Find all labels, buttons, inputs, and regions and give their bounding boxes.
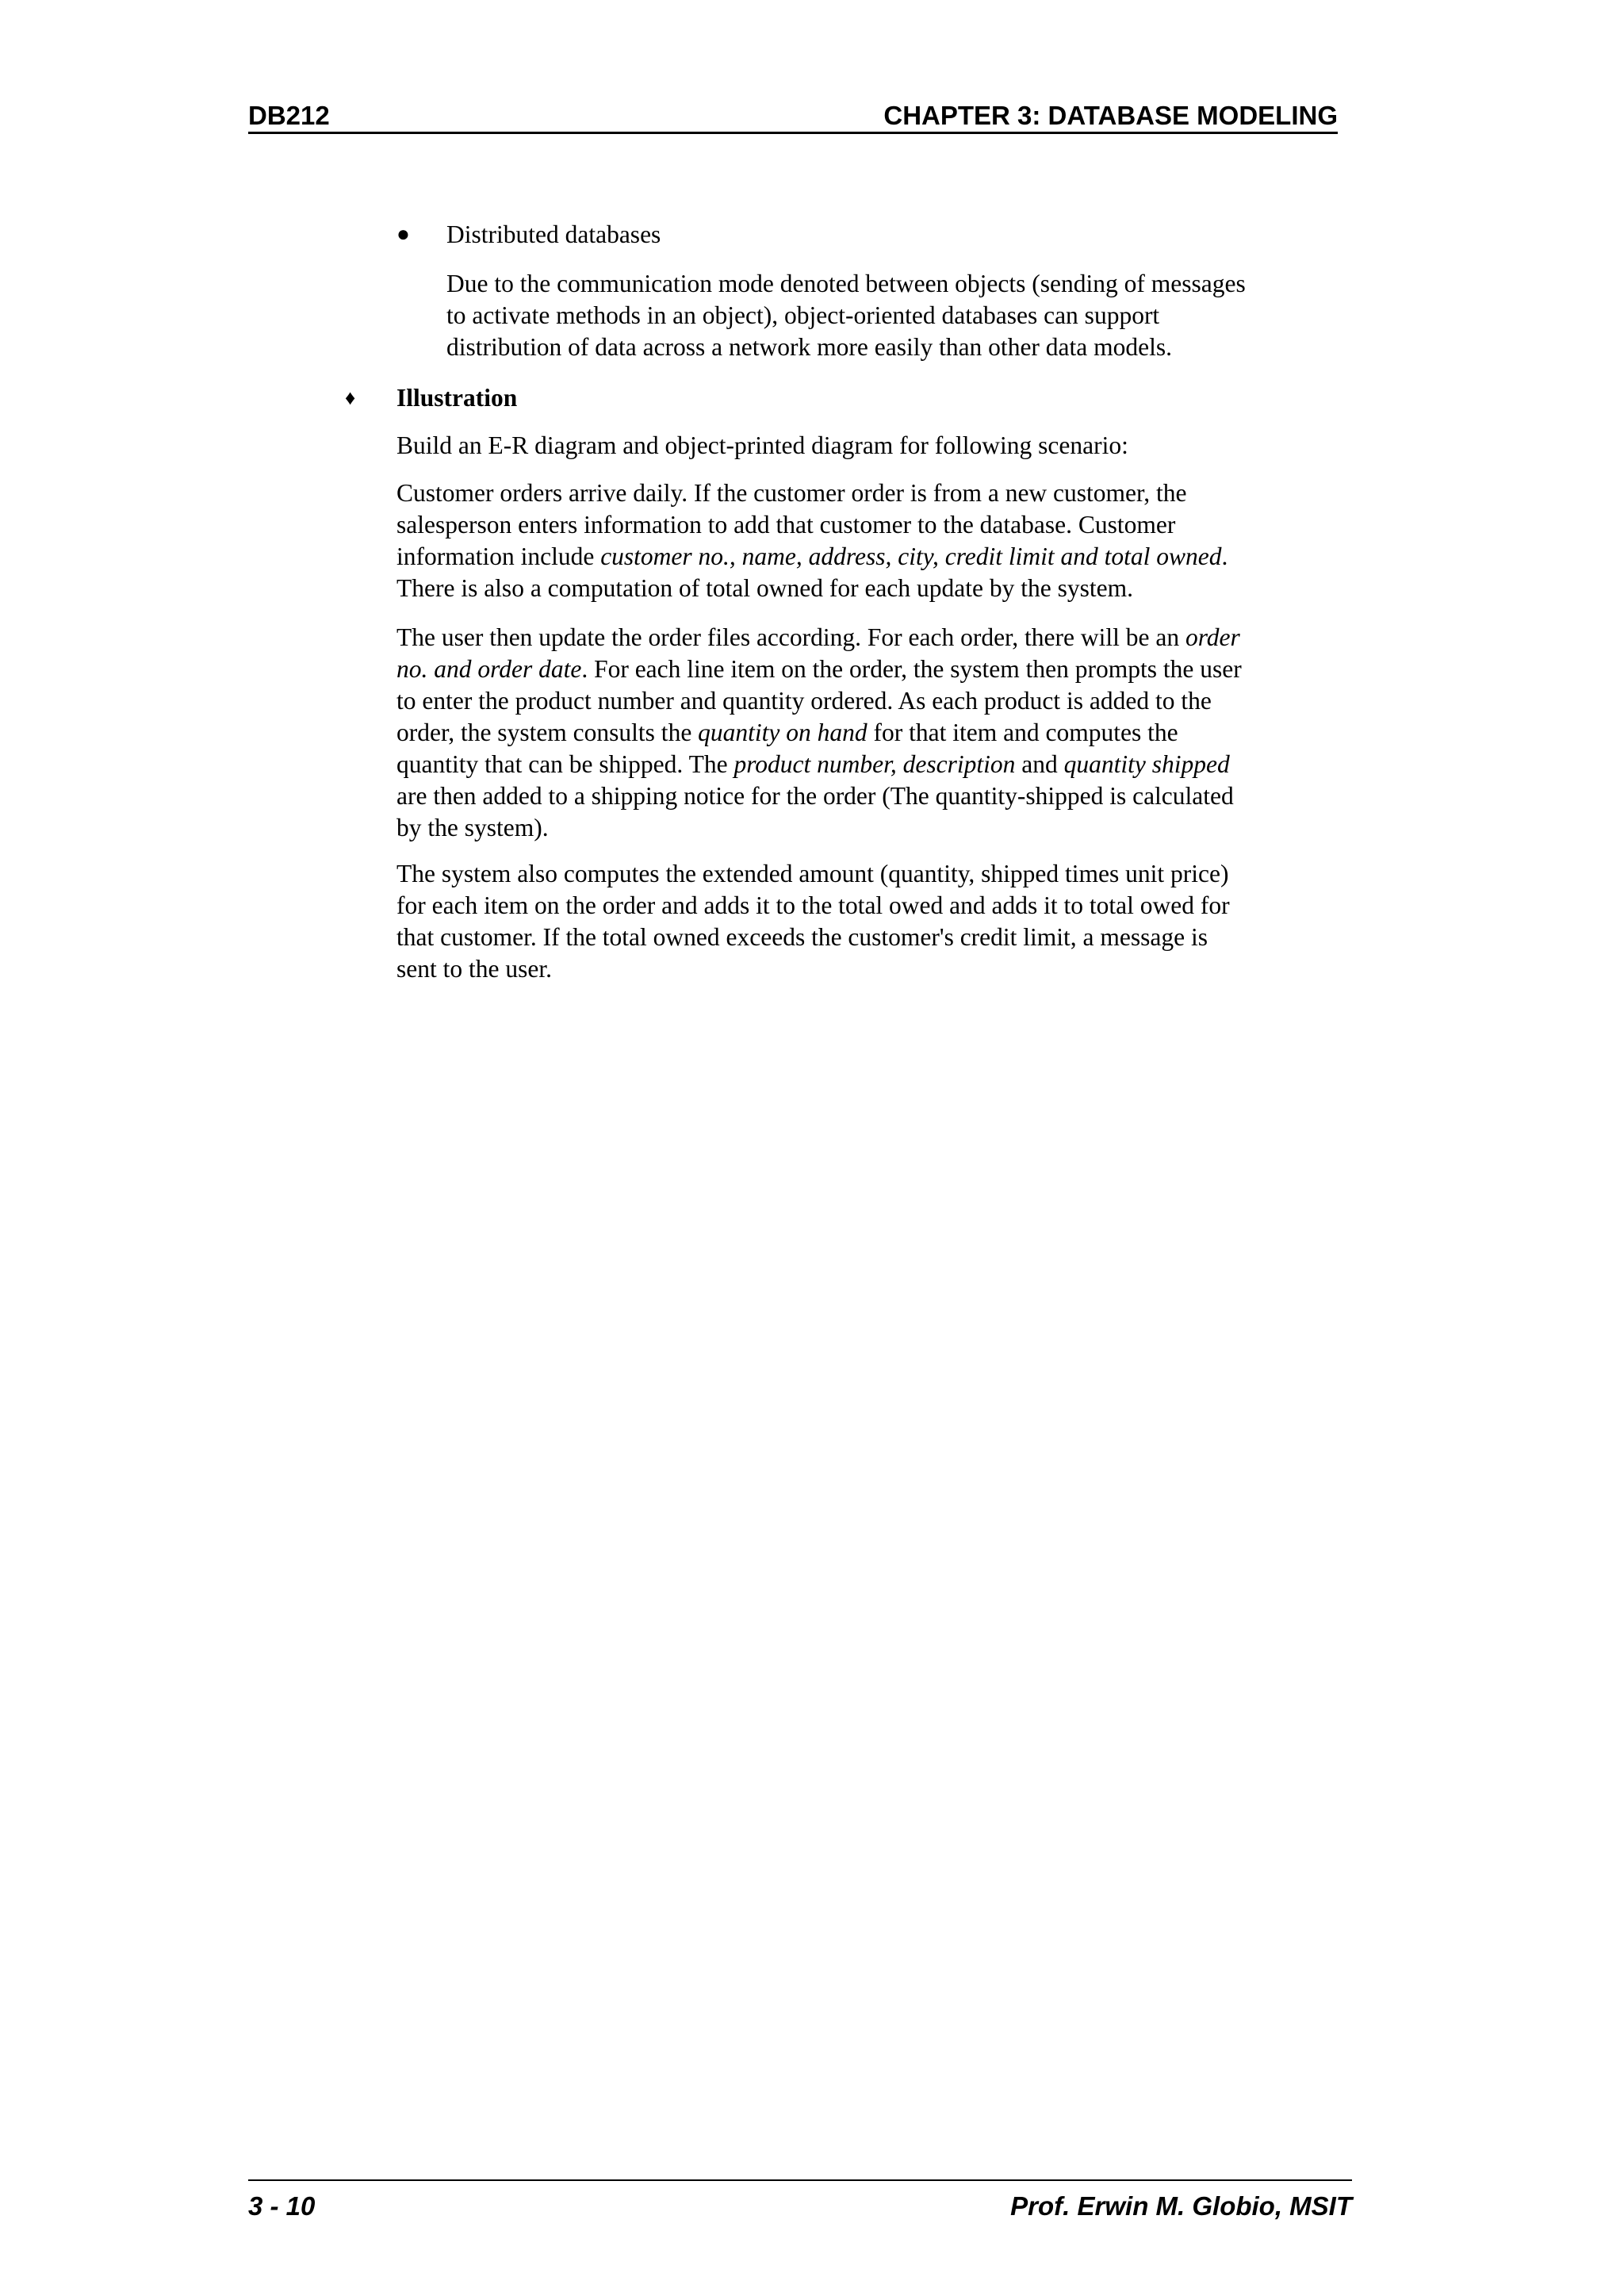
text-line: are then added to a shipping notice for the order (The quantity-shipped is calculated [396,782,1234,810]
text-line: The system also computes the extended amount (quantity, shipped times unit price) [396,860,1229,887]
page-number: 3 - 10 [248,2191,316,2221]
text-run: quantity that can be shipped. The [396,750,734,778]
text-line [396,717,1344,749]
text-line: Customer orders arrive daily. If the customer order is from a new customer, the [396,479,1187,507]
distributed-paragraph [446,268,1342,363]
chapter-title: CHAPTER 3: DATABASE MODELING [883,101,1338,130]
italic-term: customer no., name, address, city, credit limit and total owned [600,542,1222,570]
text-line: that customer. If the total owned exceeds the customer's credit limit, a message is [396,923,1208,951]
course-code: DB212 [248,101,330,130]
text-line: for each item on the order and adds it to the total owed and adds it to total owed for [396,891,1230,919]
italic-term: product number, description [733,750,1016,778]
text-line: There is also a computation of total owned for each update by the system. [396,574,1133,602]
text-line: Due to the communication mode denoted between objects (sending of messages [446,270,1246,297]
text-run: for that item and computes the [867,719,1178,746]
text-line: to activate methods in an object), object-oriented databases can support [446,301,1160,329]
bullet-label: Distributed databases [446,220,661,248]
scenario-paragraph-2 [396,622,1344,844]
text-line [396,749,1344,780]
scenario-paragraph-3 [396,858,1344,985]
text-line: Build an E-R diagram and object-printed diagram for following scenario: [396,431,1128,459]
intro-paragraph [396,430,1344,462]
italic-term: quantity shipped [1063,750,1230,778]
text-run: order, the system consults the [396,719,699,746]
text-line [396,622,1344,654]
text-line [396,541,1344,573]
illustration-title: Illustration [396,384,518,412]
text-line: salesperson enters information to add that customer to the database. Customer [396,511,1176,539]
text-line: by the system). [396,814,549,841]
page-footer [248,2179,1352,2225]
text-run: The user then update the order files according. For each order, there will be an [396,623,1185,651]
text-run: . For each line item on the order, the system then prompts the user [581,655,1242,683]
text-line: to enter the product number and quantity ordered. As each product is added to the [396,687,1212,715]
text-run: and [1015,750,1064,778]
italic-term: order [1185,623,1240,651]
italic-term: quantity on hand [698,719,868,746]
text-line: distribution of data across a network more easily than other data models. [446,333,1172,361]
bullet-dot-icon: ● [396,222,410,247]
author-name: Prof. Erwin M. Globio, MSIT [1010,2191,1352,2221]
scenario-paragraph-1 [396,477,1344,604]
text-run: . [1221,542,1228,570]
page-header [248,94,1338,134]
text-line [396,654,1344,685]
italic-term: no. and order date [396,655,582,683]
diamond-bullet-icon: ♦ [345,386,356,409]
text-run: information include [396,542,601,570]
text-line: sent to the user. [396,955,552,983]
